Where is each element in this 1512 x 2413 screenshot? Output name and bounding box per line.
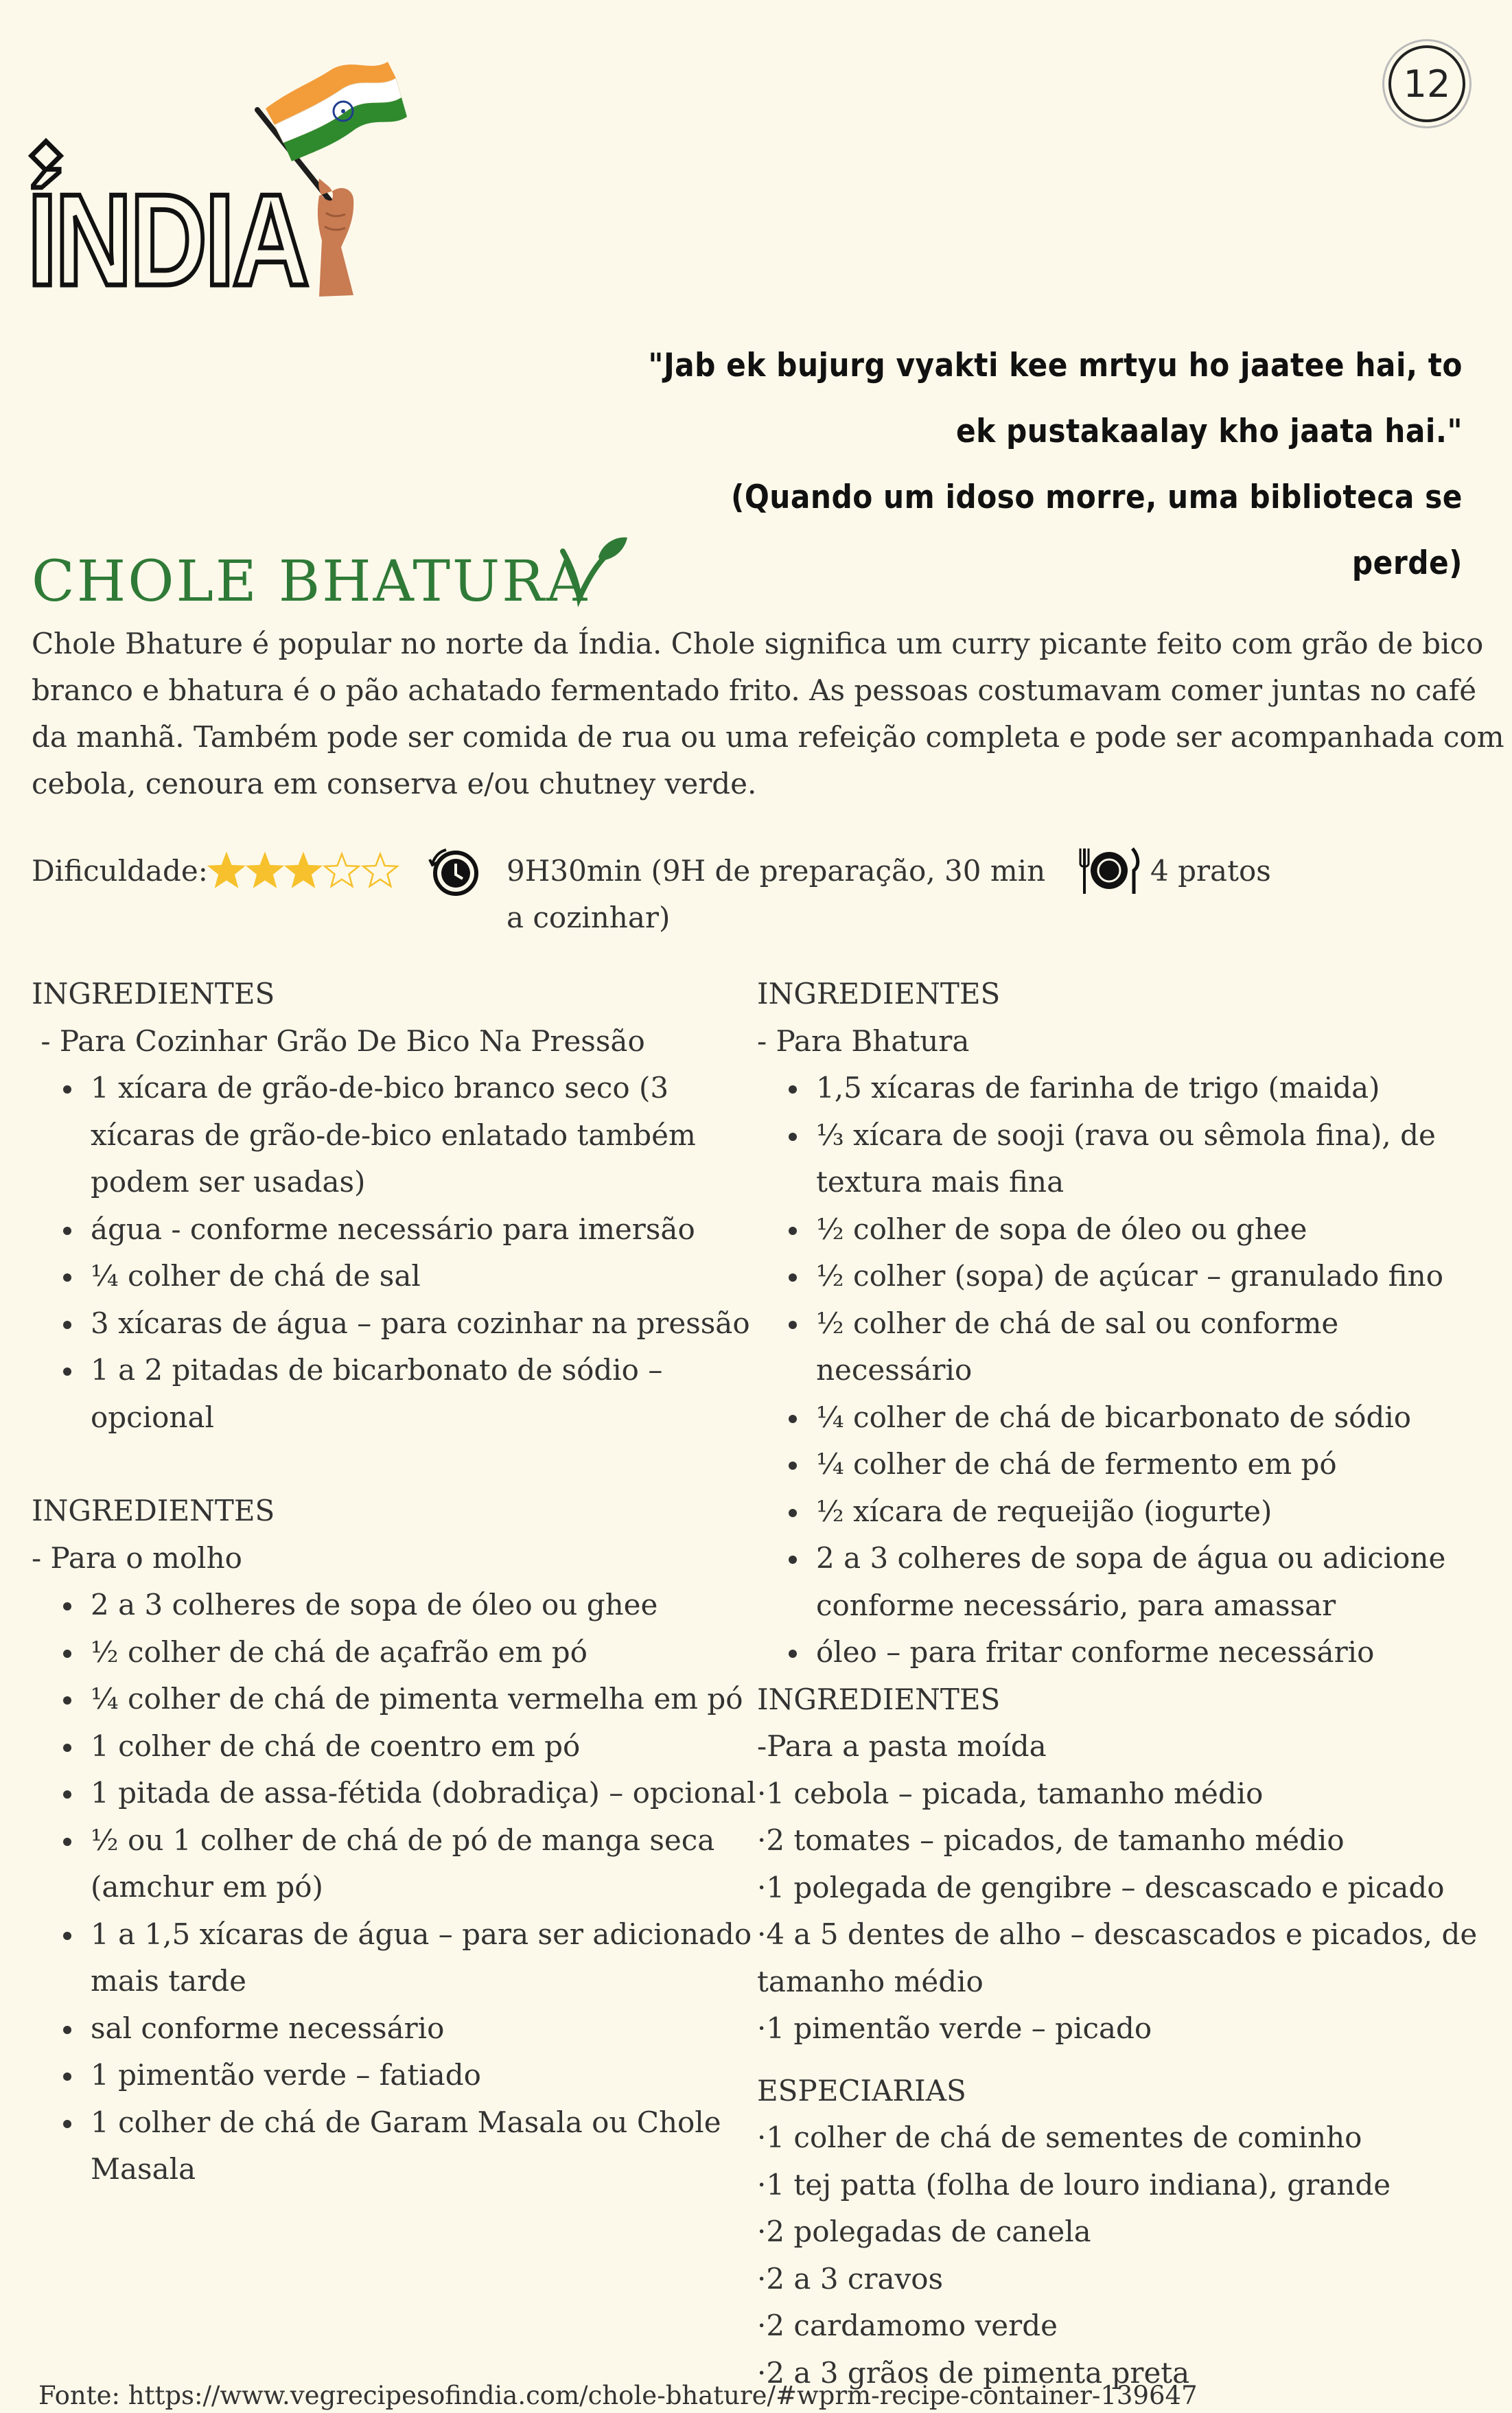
list-item: 1 xícara de grão-de-bico branco seco (3 xícaras de grão-de-bico enlatado também podem ser usadas) [32, 1065, 759, 1206]
recipe-intro: Chole Bhature é popular no norte da Índia. Chole significa um curry picante feito com grão de bico branco e bhatura é o pão achatado fermentado frito. As pessoas costumavam comer juntas no café da manhã. Também pode ser comida de rua ou uma refeição completa e pode ser acompanhada com cebola, cenoura em conserva e/ou chutney verde. [32, 627, 1504, 800]
ingredients-list-sauce [32, 1582, 759, 2193]
recipe-title: CHOLE BHATURA [32, 549, 590, 614]
list-item: água - conforme necessário para imersão [32, 1206, 759, 1254]
list-item: ¼ colher de chá de sal [32, 1253, 759, 1300]
ingredients-subheading-sauce: - Para o molho [32, 1540, 242, 1575]
quote-block [639, 333, 1463, 597]
star-empty-icon [363, 854, 397, 886]
spices-heading: ESPECIARIAS [757, 2073, 966, 2108]
list-item: ½ colher de chá de açafrão em pó [32, 1629, 759, 1676]
list-item: ½ colher de chá de sal ou conforme necessário [757, 1300, 1491, 1394]
right-column [757, 971, 1491, 2397]
ingredients-heading-bhatura: INGREDIENTES [757, 977, 1001, 1011]
difficulty-label: Dificuldade: [32, 854, 208, 888]
list-item: 1 a 2 pitadas de bicarbonato de sódio – opcional [32, 1347, 759, 1441]
difficulty-stars [207, 851, 406, 892]
list-item: óleo – para fritar conforme necessário [757, 1629, 1491, 1676]
prep-time-text: 9H30min (9H de preparação, 30 min a cozinhar) [507, 854, 1046, 934]
ingredients-list-paste [757, 1770, 1491, 2053]
star-empty-icon [325, 854, 358, 886]
list-item: ·1 tej patta (folha de louro indiana), grande [757, 2167, 1391, 2202]
list-item: ·1 pimentão verde – picado [757, 2011, 1152, 2045]
list-item: ½ xícara de requeijão (iogurte) [757, 1488, 1491, 1536]
list-item: ·1 polegada de gengibre – descascado e picado [757, 1870, 1445, 1904]
left-column [32, 971, 759, 2193]
list-item: ·2 tomates – picados, de tamanho médio [757, 1823, 1345, 1857]
star-filled-icon [248, 854, 281, 886]
quote-original: "Jab ek bujurg vyakti kee mrtyu ho jaatee hai, to ek pustakaalay kho jaata hai." [648, 347, 1463, 450]
list-item: 1,5 xícaras de farinha de trigo (maida) [757, 1065, 1491, 1112]
ingredients-subheading-bhatura: - Para Bhatura [757, 1024, 970, 1058]
ingredients-heading-paste: INGREDIENTES [757, 1682, 1001, 1716]
india-flag-hand-icon [251, 55, 408, 302]
list-item: ·2 a 3 grãos de pimenta preta [757, 2355, 1190, 2390]
list-item: ¼ colher de chá de pimenta vermelha em pó [32, 1676, 759, 1723]
list-item: 1 colher de chá de coentro em pó [32, 1723, 759, 1770]
prep-time [507, 848, 1056, 941]
plate-cutlery-icon [1078, 843, 1141, 898]
servings: 4 pratos [1150, 854, 1271, 888]
spices-list [757, 2114, 1491, 2397]
ingredients-subheading-pressure: - Para Cozinhar Grão De Bico Na Pressão [32, 1024, 645, 1058]
ingredients-list-pressure [32, 1065, 759, 1441]
list-item: ·2 cardamomo verde [757, 2309, 1058, 2342]
list-item: 1 pitada de assa-fétida (dobradiça) – opcional [32, 1770, 759, 1817]
list-item: ·1 cebola – picada, tamanho médio [757, 1776, 1264, 1810]
source-link[interactable]: Fonte: https://www.vegrecipesofindia.com/chole-bhature/#wprm-recipe-container-139647 [38, 2381, 1198, 2410]
list-item: sal conforme necessário [32, 2005, 759, 2053]
clock-icon [426, 843, 485, 902]
ingredients-list-bhatura [757, 1065, 1491, 1676]
page-number: 12 [1388, 45, 1465, 122]
quote-translation: (Quando um idoso morre, uma biblioteca se perde) [731, 478, 1463, 582]
list-item: ·1 colher de chá de sementes de cominho [757, 2121, 1362, 2154]
list-item: ¼ colher de chá de bicarbonato de sódio [757, 1394, 1491, 1442]
list-item: ¼ colher de chá de fermento em pó [757, 1441, 1491, 1488]
ingredients-subheading-paste: -Para a pasta moída [757, 1729, 1047, 1763]
list-item: ·2 a 3 cravos [757, 2261, 944, 2296]
list-item: ½ ou 1 colher de chá de pó de manga seca (amchur em pó) [32, 1817, 759, 1911]
list-item: 1 colher de chá de Garam Masala ou Chole Masala [32, 2099, 759, 2193]
list-item: ⅓ xícara de sooji (rava ou sêmola fina), de textura mais fina [757, 1112, 1491, 1206]
vegan-leaf-icon [557, 532, 633, 608]
list-item: 3 xícaras de água – para cozinhar na pressão [32, 1300, 759, 1348]
list-item: 2 a 3 colheres de sopa de óleo ou ghee [32, 1582, 759, 1629]
list-item: 2 a 3 colheres de sopa de água ou adicione conforme necessário, para amassar [757, 1535, 1491, 1629]
list-item: 1 pimentão verde – fatiado [32, 2052, 759, 2099]
country-title: ÍNDIA [27, 168, 307, 313]
star-filled-icon [209, 854, 243, 886]
ingredients-heading-pressure: INGREDIENTES [32, 977, 275, 1011]
list-item: 1 a 1,5 xícaras de água – para ser adicionado mais tarde [32, 1911, 759, 2005]
list-item: ½ colher (sopa) de açúcar – granulado fino [757, 1253, 1491, 1300]
list-item: ½ colher de sopa de óleo ou ghee [757, 1206, 1491, 1254]
list-item: ·4 a 5 dentes de alho – descascados e picados, de tamanho médio [757, 1917, 1478, 1998]
list-item: ·2 polegadas de canela [757, 2215, 1091, 2248]
ingredients-heading-sauce: INGREDIENTES [32, 1494, 275, 1527]
star-filled-icon [286, 854, 320, 886]
